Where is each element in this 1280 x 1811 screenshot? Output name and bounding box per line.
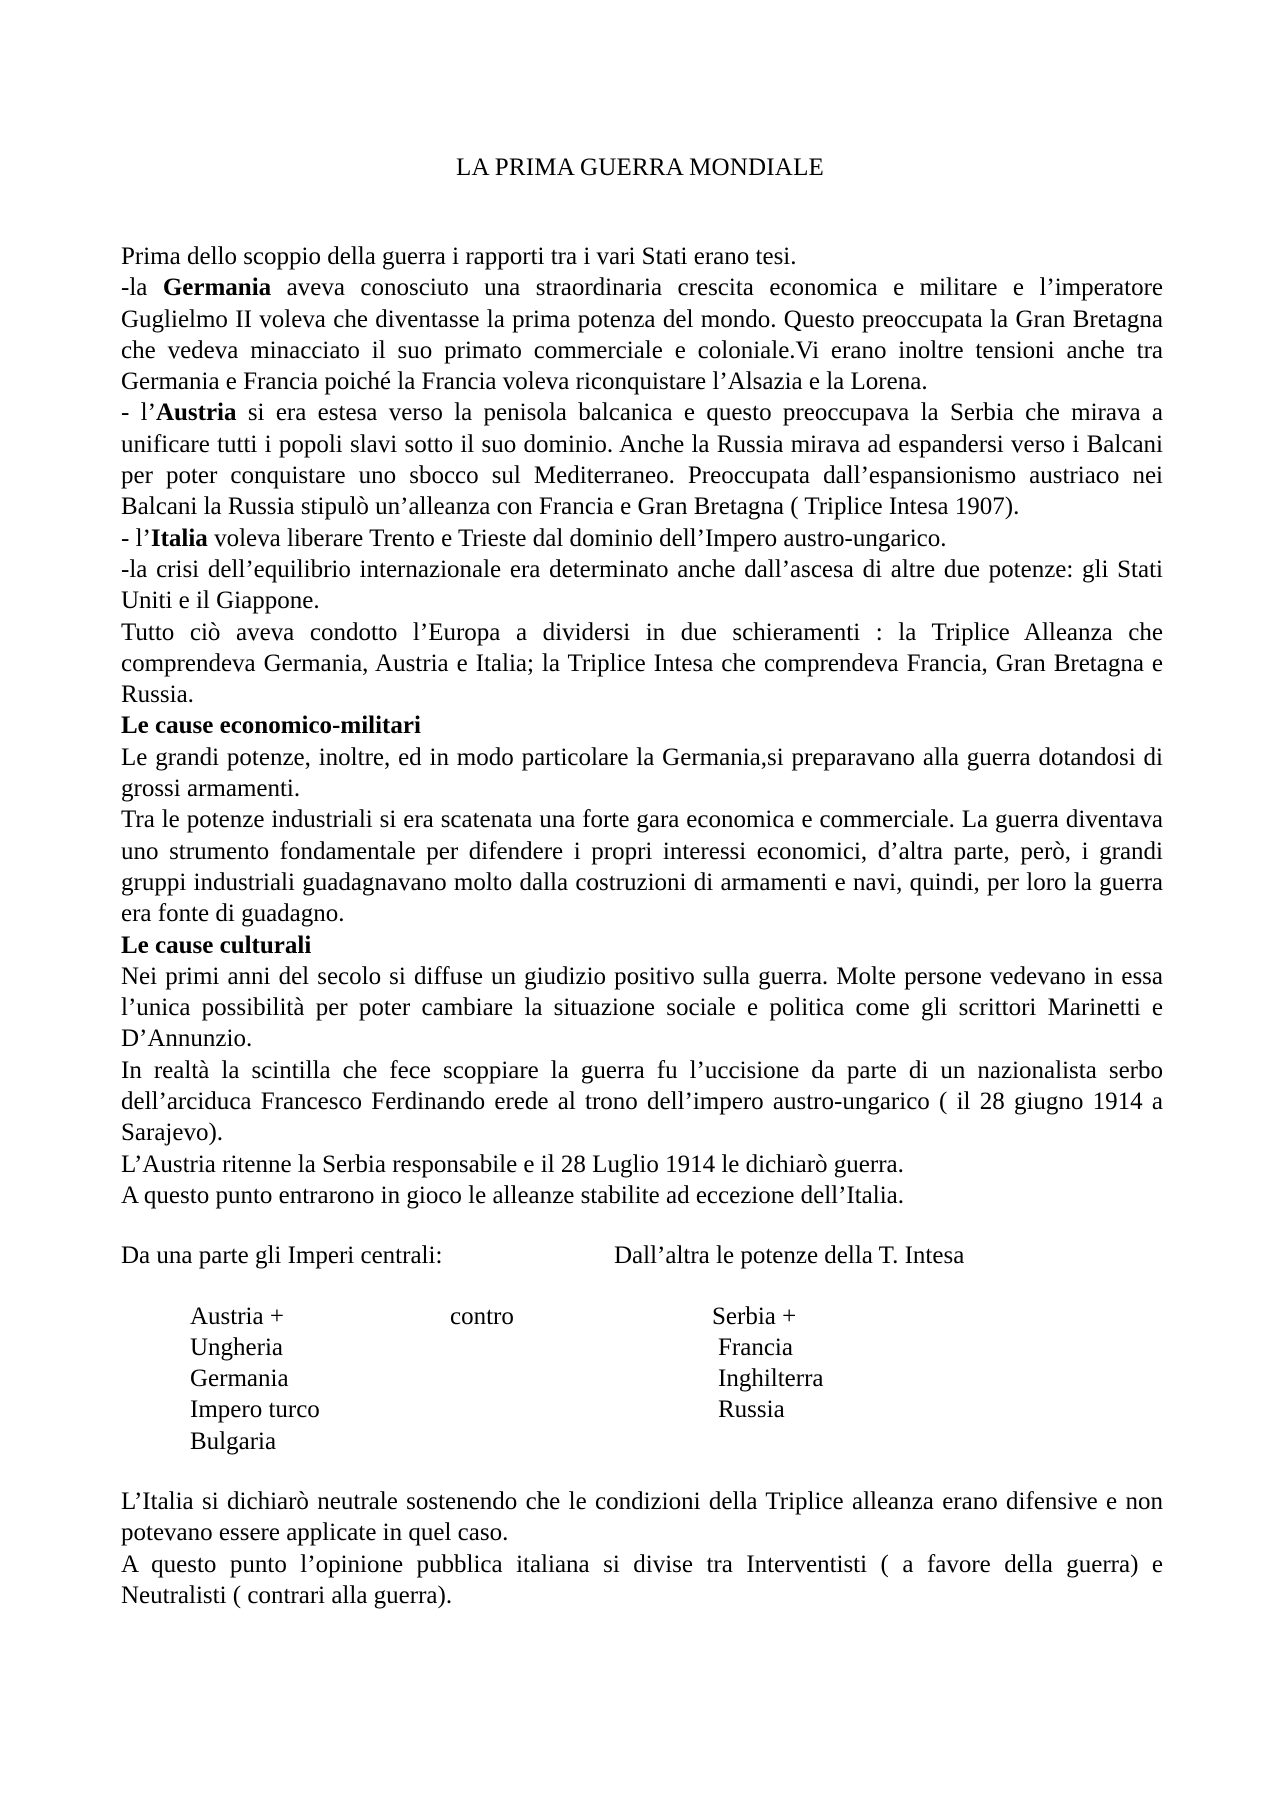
germania-paragraph [121,272,1163,397]
versus-label: contro [450,1302,514,1330]
entente-power-item: Russia [718,1396,785,1424]
germania-text: aveva conosciuto una straordinaria crescita economica e militare e l’imperatore Guglielmo II voleva che diventasse la prima potenza del mondo. Questo preoccupata la Gran Bretagna che vedeva minacciato il suo primato commerciale e coloniale.Vi erano inoltre tensioni anche tra Germania e Francia poiché la Francia voleva riconquistare l’Alsazia e la Lorena. [121,274,1163,396]
central-powers-heading: Da una parte gli Imperi centrali: [121,1242,443,1270]
document-body [121,241,1163,1611]
entente-power-item: Francia [718,1333,793,1361]
central-power-item: Impero turco [190,1396,320,1424]
intro-paragraph: Prima dello scoppio della guerra i rapporti tra i vari Stati erano tesi. [121,243,797,270]
alliances-list [121,1301,1163,1457]
entente-power-item: Inghilterra [718,1365,824,1393]
austria-prefix: - l’ [121,399,156,427]
heading-economic: Le cause economico-militari [121,712,421,740]
neutral-paragraph-1: L’Italia si dichiarò neutrale sostenendo che le condizioni della Triplice alleanza erano difensive e non potevano essere applicate in quel caso. [121,1487,1163,1547]
germania-bold: Germania [162,274,272,302]
austria-bold: Austria [155,399,237,427]
central-power-item: Austria + [190,1302,284,1330]
heading-cultural: Le cause culturali [121,931,312,959]
schieramenti-paragraph: Tutto ciò aveva condotto l’Europa a dividersi in due schieramenti : la Triplice Alleanza che comprendeva Germania, Austria e Italia; la Triplice Intesa che comprendeva Francia, Gran Bretagna e Russia. [121,618,1163,709]
central-power-item: Germania [190,1365,289,1393]
entente-powers-heading: Dall’altra le potenze della T. Intesa [614,1242,965,1270]
crisi-paragraph: -la crisi dell’equilibrio internazionale era determinato anche dall’ascesa di altre due potenze: gli Stati Uniti e il Giappone. [121,555,1163,615]
italia-bold: Italia [150,524,208,552]
cultural-paragraph-4: A questo punto entrarono in gioco le alleanze stabilite ad eccezione dell’Italia. [121,1181,905,1209]
entente-power-item: Serbia + [712,1302,797,1330]
economic-paragraph-2: Tra le potenze industriali si era scatenata una forte gara economica e commerciale. La guerra diventava uno strumento fondamentale per difendere i propri interessi economici, d’altra parte, però, i grandi gruppi industriali guadagnavano molto dalla costruzioni di armamenti e navi, quindi, per loro la guerra era fonte di guadagno. [121,806,1163,928]
sides-headings [121,1240,1163,1271]
central-power-item: Ungheria [190,1333,284,1361]
italia-paragraph [121,523,1163,554]
cultural-paragraph-2: In realtà la scintilla che fece scoppiare la guerra fu l’uccisione da parte di un nazionalista serbo dell’arciduca Francesco Ferdinando erede al trono dell’impero austro-ungarico ( il 28 giugno 1914 a Sarajevo). [121,1056,1163,1147]
italia-text: voleva liberare Trento e Trieste dal dominio dell’Impero austro-ungarico. [207,524,947,552]
document-title: LA PRIMA GUERRA MONDIALE [455,154,825,181]
cultural-paragraph-1: Nei primi anni del secolo si diffuse un giudizio positivo sulla guerra. Molte persone vedevano in essa l’unica possibilità per poter cambiare la situazione sociale e politica come gli scrittori Marinetti e D’Annunzio. [121,962,1163,1053]
germania-prefix: -la [121,274,163,302]
neutral-paragraph-2: A questo punto l’opinione pubblica italiana si divise tra Interventisti ( a favore della guerra) e Neutralisti ( contrari alla guerra). [121,1550,1163,1609]
austria-paragraph [121,397,1163,522]
italia-prefix: - l’ [121,524,151,552]
austria-text: si era estesa verso la penisola balcanica e questo preoccupava la Serbia che mirava a unificare tutti i popoli slavi sotto il suo dominio. Anche la Russia mirava ad espandersi verso i Balcani per poter conquistare uno sbocco sul Mediterraneo. Preoccupata dall’espansionismo austriaco nei Balcani la Russia stipulò un’alleanza con Francia e Gran Bretagna ( Triplice Intesa 1907). [121,399,1163,521]
central-powers-list [190,1301,450,1457]
cultural-paragraph-3: L’Austria ritenne la Serbia responsabile e il 28 Luglio 1914 le dichiarò guerra. [121,1150,904,1178]
central-power-item: Bulgaria [190,1427,277,1455]
entente-powers-list [712,1301,1012,1457]
economic-paragraph-1: Le grandi potenze, inoltre, ed in modo particolare la Germania,si preparavano alla guerra dotandosi di grossi armamenti. [121,743,1163,803]
